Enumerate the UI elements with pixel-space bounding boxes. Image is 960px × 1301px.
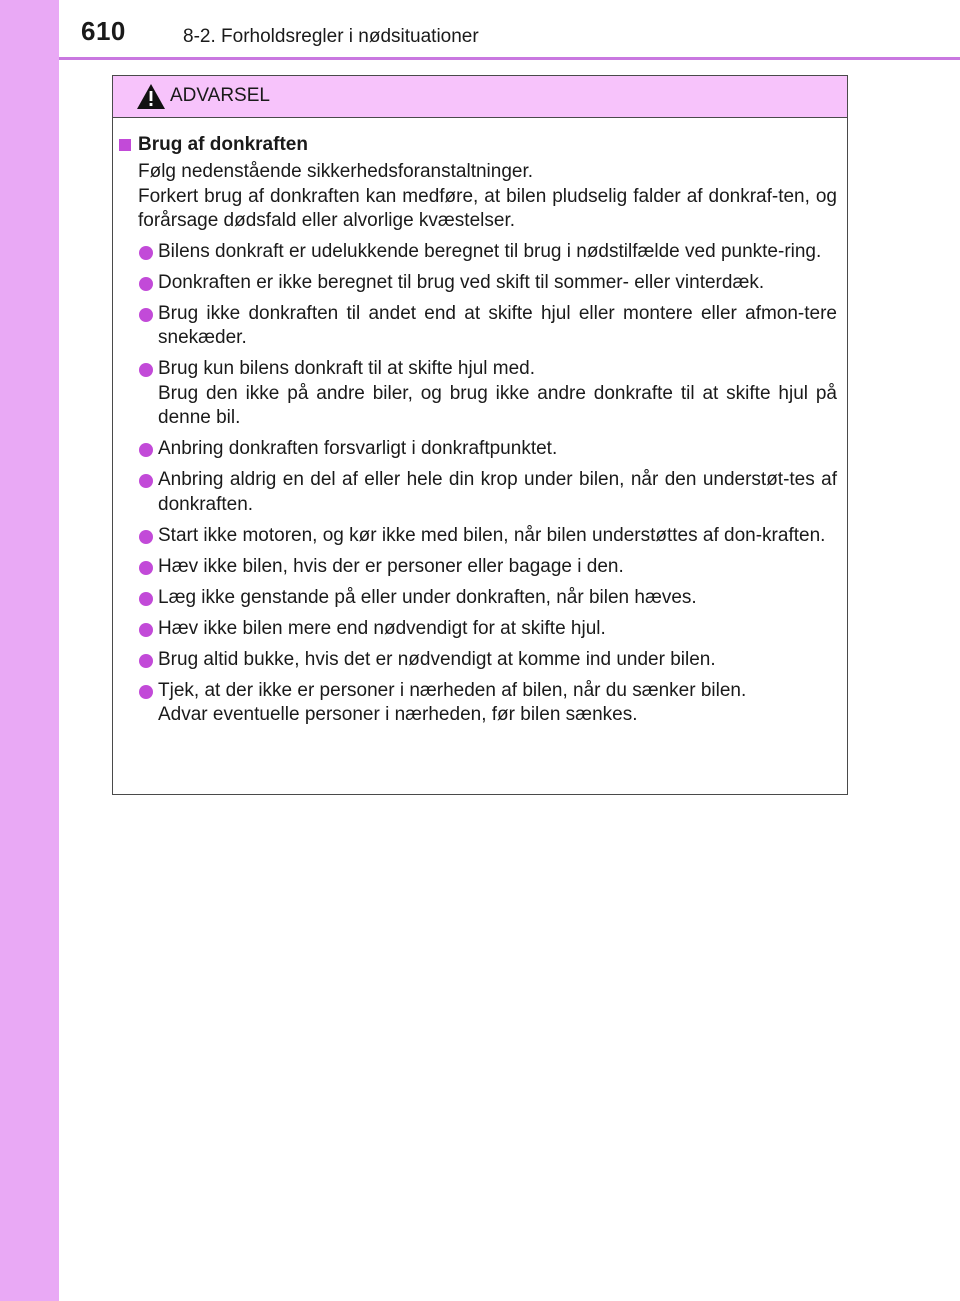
warning-bullet-list: [119, 240, 837, 728]
list-item: [138, 357, 837, 431]
list-item: [138, 555, 837, 580]
side-color-strip: [0, 0, 59, 1301]
round-bullet-icon: [139, 363, 153, 377]
round-bullet-icon: [139, 592, 153, 606]
round-bullet-icon: [139, 474, 153, 488]
round-bullet-icon: [139, 530, 153, 544]
list-item: [138, 524, 837, 549]
round-bullet-icon: [139, 277, 153, 291]
round-bullet-icon: [139, 623, 153, 637]
list-item-text: Læg ikke genstande på eller under donkraften, når bilen hæves.: [158, 586, 697, 608]
warning-body: [113, 118, 847, 728]
list-item: [138, 679, 837, 728]
warning-heading-text: Brug af donkraften: [138, 134, 308, 155]
intro-line: Forkert brug af donkraften kan medføre, at bilen pludselig falder af donkraf-ten, og forårsage dødsfald eller alvorlige kvæstelser.: [138, 185, 837, 231]
list-item-text: Bilens donkraft er udelukkende beregnet til brug i nødstilfælde ved punkte-ring.: [158, 240, 822, 262]
list-item: [138, 468, 837, 517]
intro-line: Følg nedenstående sikkerhedsforanstaltninger.: [138, 161, 534, 182]
warning-box: [112, 75, 848, 795]
warning-triangle-icon: [136, 83, 166, 110]
warning-label: ADVARSEL: [170, 85, 270, 106]
list-item-text: Donkraften er ikke beregnet til brug ved skift til sommer- eller vinterdæk.: [158, 271, 765, 293]
list-item: [138, 302, 837, 351]
list-item: [138, 586, 837, 611]
list-item: [138, 240, 837, 265]
list-item-text: Start ikke motoren, og kør ikke med bilen, når bilen understøttes af don-kraften.: [158, 524, 826, 546]
round-bullet-icon: [139, 308, 153, 322]
list-item-text: Hæv ikke bilen mere end nødvendigt for at skifte hjul.: [158, 617, 606, 639]
warning-intro: [119, 160, 837, 234]
list-item-text: Brug altid bukke, hvis det er nødvendigt at komme ind under bilen.: [158, 648, 716, 670]
square-bullet-icon: [119, 139, 131, 151]
list-item-text: Tjek, at der ikke er personer i nærheden af bilen, når du sænker bilen.: [158, 679, 747, 701]
list-item-text: Brug den ikke på andre biler, og brug ikke andre donkrafte til at skifte hjul på denne bil.: [158, 382, 837, 428]
round-bullet-icon: [139, 443, 153, 457]
round-bullet-icon: [139, 654, 153, 668]
list-item-text: Hæv ikke bilen, hvis der er personer eller bagage i den.: [158, 555, 624, 577]
list-item-text: Brug ikke donkraften til andet end at skifte hjul eller montere eller afmon-tere snekæder.: [158, 302, 837, 348]
warning-header: [113, 76, 847, 118]
list-item: [138, 648, 837, 673]
list-item-text: Anbring donkraften forsvarligt i donkraftpunktet.: [158, 438, 558, 459]
round-bullet-icon: [139, 561, 153, 575]
list-item: [138, 271, 837, 296]
list-item-text: Advar eventuelle personer i nærheden, før bilen sænkes.: [158, 704, 638, 725]
page-number: 610: [81, 16, 126, 46]
list-item-text: Brug kun bilens donkraft til at skifte hjul med.: [158, 358, 536, 379]
header-rule: [59, 57, 960, 60]
warning-heading: [119, 132, 837, 158]
list-item: [138, 437, 837, 462]
list-item-text: Anbring aldrig en del af eller hele din krop under bilen, når den understøt-tes af donkraften.: [158, 469, 837, 515]
list-item: [138, 617, 837, 642]
round-bullet-icon: [139, 685, 153, 699]
section-title: 8-2. Forholdsregler i nødsituationer: [183, 26, 479, 47]
round-bullet-icon: [139, 246, 153, 260]
